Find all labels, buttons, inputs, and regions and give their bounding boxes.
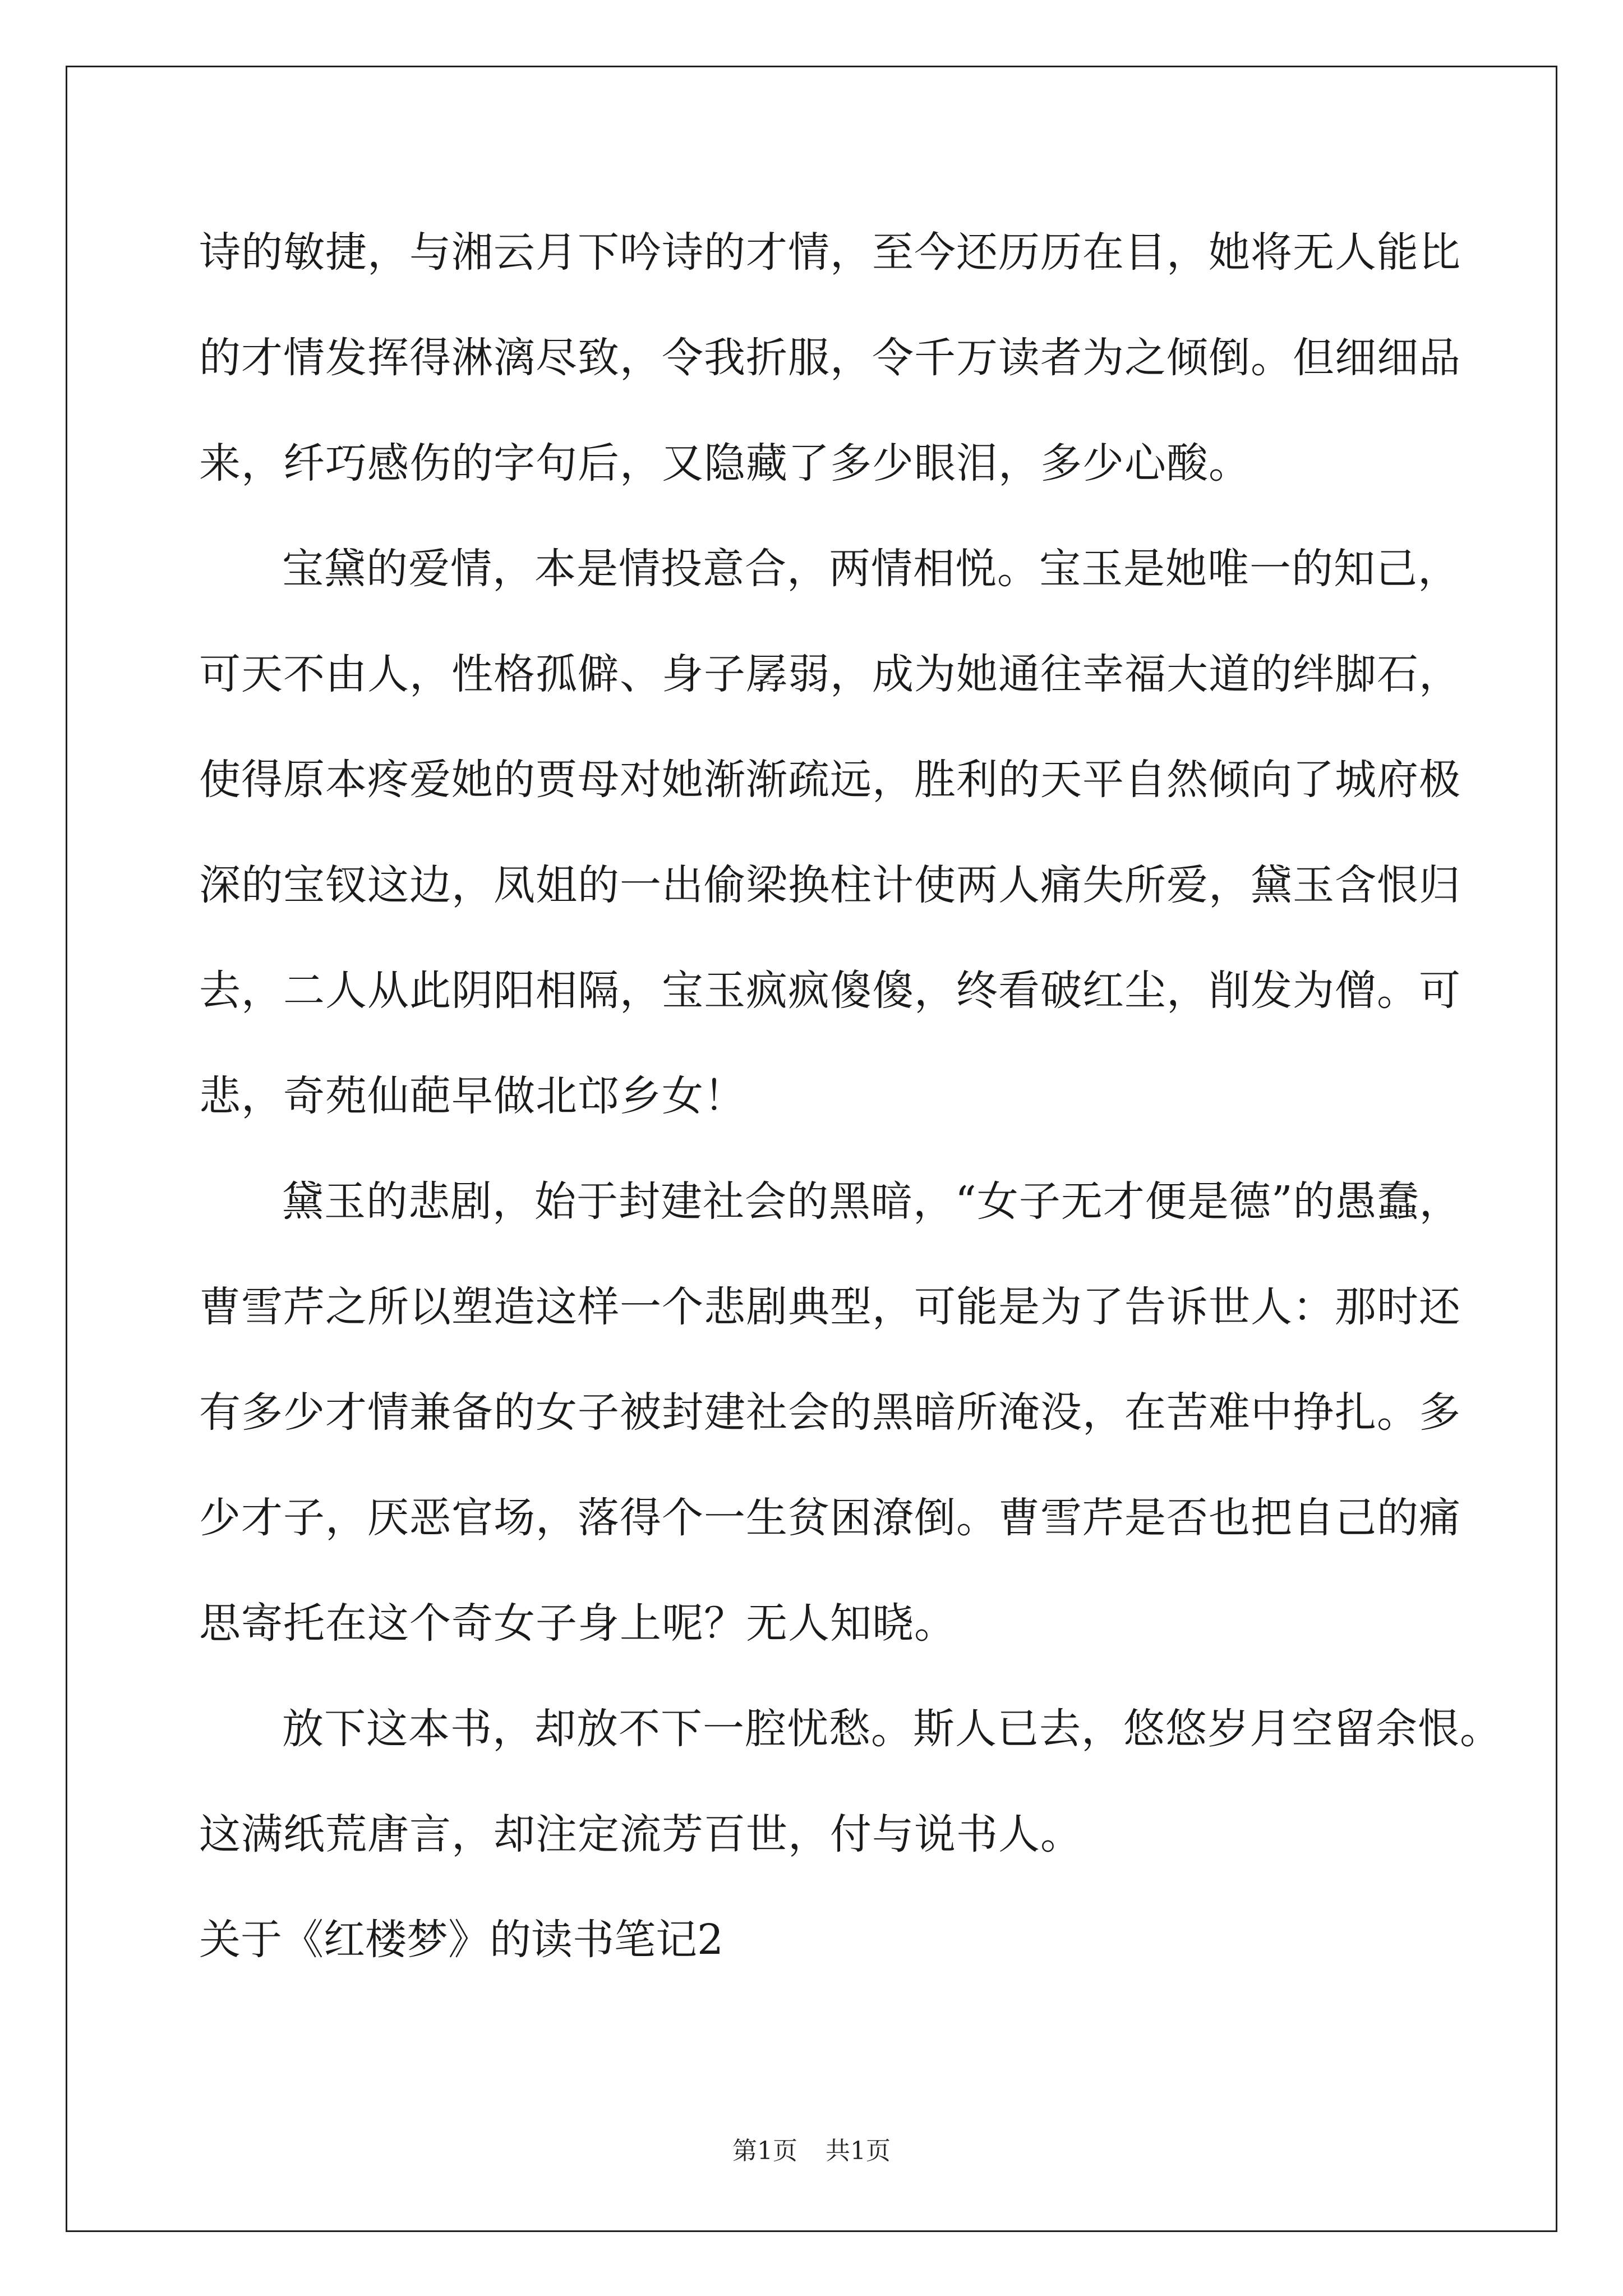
section-heading: 关于《红楼梦》的读书笔记2 — [199, 1916, 724, 1964]
text-line-10: 黛玉的悲剧，始于封建社会的黑暗，“女子无才便是德”的愚蠢， — [282, 1177, 1461, 1226]
text-line-12: 有多少才情兼备的女子被封建社会的黑暗所淹没，在苦难中挣扎。多 — [199, 1388, 1461, 1437]
document-body — [199, 213, 1502, 2006]
text-line-8: 去，二人从此阴阳相隔，宝玉疯疯傻傻，终看破红尘，削发为僧。可 — [199, 967, 1461, 1015]
text-line-2: 的才情发挥得淋漓尽致，令我折服，令千万读者为之倾倒。但细细品 — [199, 334, 1461, 382]
text-line-16: 这满纸荒唐言，却注定流芳百世，付与说书人。 — [199, 1810, 1082, 1858]
text-line-15: 放下这本书，却放不下一腔忧愁。斯人已去，悠悠岁月空留余恨。 — [282, 1705, 1502, 1753]
page-number: 第1页 — [732, 2137, 797, 2165]
page-footer — [0, 2134, 1623, 2168]
text-line-6: 使得原本疼爱她的贾母对她渐渐疏远，胜利的天平自然倾向了城府极 — [199, 756, 1461, 804]
text-line-3: 来，纤巧感伤的字句后，又隐藏了多少眼泪，多少心酸。 — [199, 439, 1251, 487]
text-line-9: 悲，奇苑仙葩早做北邙乡女！ — [199, 1072, 746, 1120]
text-line-13: 少才子，厌恶官场，落得个一生贫困潦倒。曹雪芹是否也把自己的痛 — [199, 1494, 1461, 1542]
text-line-1: 诗的敏捷，与湘云月下吟诗的才情，至今还历历在目，她将无人能比 — [199, 228, 1461, 277]
page-total: 共1页 — [826, 2137, 891, 2165]
text-line-7: 深的宝钗这边，凤姐的一出偷梁换柱计使两人痛失所爱，黛玉含恨归 — [199, 861, 1461, 909]
text-line-14: 思寄托在这个奇女子身上呢？无人知晓。 — [199, 1599, 956, 1648]
text-line-5: 可天不由人，性格孤僻、身子孱弱，成为她通往幸福大道的绊脚石， — [199, 650, 1461, 698]
text-line-4: 宝黛的爱情，本是情投意合，两情相悦。宝玉是她唯一的知己， — [282, 545, 1460, 593]
text-line-11: 曹雪芹之所以塑造这样一个悲剧典型，可能是为了告诉世人：那时还 — [199, 1283, 1461, 1331]
